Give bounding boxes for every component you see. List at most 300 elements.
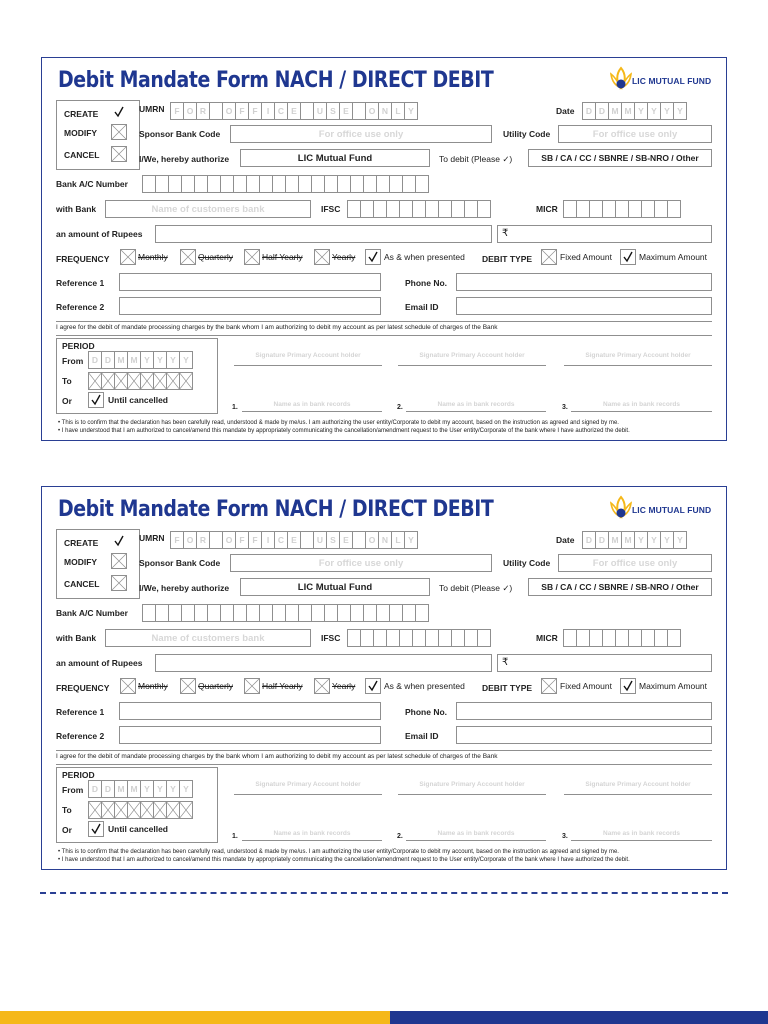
- frequency-as-when-presented[interactable]: [365, 678, 465, 694]
- input-cell[interactable]: O: [365, 102, 379, 120]
- input-cell[interactable]: [209, 102, 223, 120]
- input-cell[interactable]: Y: [179, 780, 193, 798]
- bank-name-field[interactable]: Name of customers bank: [105, 200, 311, 218]
- input-cell[interactable]: Y: [153, 351, 167, 369]
- input-cell[interactable]: C: [274, 102, 288, 120]
- input-cell[interactable]: [181, 604, 195, 622]
- input-cell[interactable]: D: [88, 351, 102, 369]
- input-cell-crossed[interactable]: [140, 801, 154, 819]
- frequency-monthly[interactable]: [120, 249, 168, 265]
- input-cell[interactable]: F: [248, 102, 262, 120]
- input-cell[interactable]: E: [287, 531, 301, 549]
- input-cell-crossed[interactable]: [140, 372, 154, 390]
- maximum-amount-label: Maximum Amount: [639, 681, 708, 691]
- input-cell[interactable]: L: [391, 102, 405, 120]
- input-cell[interactable]: [300, 102, 314, 120]
- input-cell[interactable]: [602, 629, 616, 647]
- input-cell[interactable]: [285, 604, 299, 622]
- input-cell[interactable]: E: [339, 531, 353, 549]
- input-cell[interactable]: R: [196, 102, 210, 120]
- debit-type-maximum[interactable]: [620, 678, 707, 694]
- frequency-yearly[interactable]: [314, 678, 355, 694]
- input-cell[interactable]: M: [621, 531, 635, 549]
- input-cell[interactable]: [363, 604, 377, 622]
- frequency-monthly[interactable]: [120, 678, 168, 694]
- cut-line: [40, 892, 728, 894]
- input-cell[interactable]: D: [101, 780, 115, 798]
- agreement-text: I agree for the debit of mandate processing charges by the bank whom I am authorizing to debit my account as per latest schedule of charges of the Bank: [56, 324, 498, 331]
- reference2-field[interactable]: [119, 297, 381, 315]
- input-cell[interactable]: [667, 629, 681, 647]
- until-cancelled-checkbox[interactable]: [88, 821, 104, 837]
- period-to-cells[interactable]: [88, 801, 193, 819]
- input-cell[interactable]: [399, 629, 413, 647]
- cancel-label: CANCEL: [64, 150, 100, 160]
- bank-ac-number-label: Bank A/C Number: [56, 179, 128, 189]
- input-cell[interactable]: M: [608, 531, 622, 549]
- date-cells[interactable]: [582, 102, 687, 120]
- signature-line-2[interactable]: [398, 781, 546, 795]
- micr-cells[interactable]: [563, 629, 681, 647]
- input-cell[interactable]: [194, 175, 208, 193]
- period-from-cells[interactable]: [88, 351, 193, 369]
- input-cell[interactable]: [589, 200, 603, 218]
- input-cell[interactable]: [246, 604, 260, 622]
- debit-type-label: DEBIT TYPE: [482, 254, 533, 264]
- modify-checkbox[interactable]: [111, 124, 127, 140]
- input-cell[interactable]: [360, 629, 374, 647]
- input-cell[interactable]: Y: [166, 780, 180, 798]
- input-cell[interactable]: [415, 604, 429, 622]
- frequency-quarterly[interactable]: [180, 249, 233, 265]
- frequency-quarterly-label: Quarterly: [198, 252, 233, 262]
- frequency-quarterly[interactable]: [180, 678, 233, 694]
- input-cell[interactable]: F: [170, 102, 184, 120]
- input-cell[interactable]: E: [339, 102, 353, 120]
- name-line-3[interactable]: [571, 401, 712, 412]
- from-label: From: [62, 785, 84, 795]
- date-label: Date: [556, 106, 575, 116]
- create-checkbox[interactable]: [111, 533, 127, 549]
- input-cell[interactable]: Y: [647, 531, 661, 549]
- signature-line-1[interactable]: [234, 781, 382, 795]
- bank-name-field[interactable]: Name of customers bank: [105, 629, 311, 647]
- input-cell[interactable]: [337, 604, 351, 622]
- input-cell[interactable]: [259, 604, 273, 622]
- declaration-2: • I have understood that I am authorized to cancel/amend this mandate by appropriately communicating the cancellation/amendment request to the User entity/Corporate of the bank where I have authorized the debit.: [58, 857, 630, 863]
- input-cell[interactable]: M: [114, 351, 128, 369]
- signatory-number-2: 2.: [397, 833, 403, 840]
- ifsc-cells[interactable]: [347, 629, 491, 647]
- frequency-yearly[interactable]: [314, 249, 355, 265]
- input-cell-crossed[interactable]: [88, 372, 102, 390]
- create-label: CREATE: [64, 538, 99, 548]
- date-label: Date: [556, 535, 575, 545]
- check-icon: [113, 535, 125, 547]
- or-label: Or: [62, 396, 72, 406]
- name-placeholder-3: Name as in bank records: [603, 830, 680, 837]
- input-cell[interactable]: S: [326, 102, 340, 120]
- input-cell[interactable]: I: [261, 531, 275, 549]
- input-cell[interactable]: L: [391, 531, 405, 549]
- period-to-cells[interactable]: [88, 372, 193, 390]
- input-cell[interactable]: O: [222, 102, 236, 120]
- input-cell[interactable]: U: [313, 531, 327, 549]
- modify-checkbox[interactable]: [111, 553, 127, 569]
- input-cell[interactable]: D: [582, 102, 596, 120]
- input-cell[interactable]: [194, 604, 208, 622]
- input-cell[interactable]: [285, 175, 299, 193]
- input-cell[interactable]: M: [608, 102, 622, 120]
- input-cell[interactable]: [233, 175, 247, 193]
- input-cell-crossed[interactable]: [179, 801, 193, 819]
- input-cell[interactable]: [615, 629, 629, 647]
- create-checkbox[interactable]: [111, 104, 127, 120]
- name-line-1[interactable]: [242, 830, 382, 841]
- reference2-label: Reference 2: [56, 731, 105, 741]
- input-cell[interactable]: [389, 175, 403, 193]
- input-cell[interactable]: [451, 629, 465, 647]
- cross-icon: [89, 372, 101, 390]
- sponsor-bank-code-field: For office use only: [230, 125, 492, 143]
- cross-box-icon: [121, 249, 135, 265]
- input-cell[interactable]: Y: [404, 531, 418, 549]
- ifsc-cells[interactable]: [347, 200, 491, 218]
- input-cell-crossed[interactable]: [166, 801, 180, 819]
- input-cell[interactable]: [373, 629, 387, 647]
- input-cell[interactable]: O: [183, 531, 197, 549]
- with-bank-label: with Bank: [56, 204, 97, 214]
- input-cell[interactable]: [272, 175, 286, 193]
- input-cell[interactable]: Y: [634, 102, 648, 120]
- reference2-field[interactable]: [119, 726, 381, 744]
- cross-box-icon: [112, 575, 126, 591]
- cancel-checkbox[interactable]: [111, 146, 127, 162]
- input-cell[interactable]: [563, 200, 577, 218]
- input-cell[interactable]: Y: [634, 531, 648, 549]
- until-cancelled-checkbox[interactable]: [88, 392, 104, 408]
- input-cell[interactable]: [415, 175, 429, 193]
- frequency-half-yearly[interactable]: [244, 249, 303, 265]
- input-cell[interactable]: Y: [179, 351, 193, 369]
- input-cell[interactable]: [311, 604, 325, 622]
- input-cell[interactable]: [641, 629, 655, 647]
- reference1-field[interactable]: [119, 702, 381, 720]
- input-cell[interactable]: [181, 175, 195, 193]
- input-cell[interactable]: [300, 531, 314, 549]
- reference1-label: Reference 1: [56, 707, 105, 717]
- input-cell-crossed[interactable]: [153, 372, 167, 390]
- input-cell[interactable]: C: [274, 531, 288, 549]
- input-cell-crossed[interactable]: [127, 372, 141, 390]
- micr-cells[interactable]: [563, 200, 681, 218]
- input-cell[interactable]: [360, 200, 374, 218]
- input-cell[interactable]: [324, 175, 338, 193]
- account-type-field[interactable]: SB / CA / CC / SBNRE / SB-NRO / Other: [528, 578, 712, 596]
- input-cell[interactable]: [347, 200, 361, 218]
- frequency-half-yearly-label: Half Yearly: [262, 681, 303, 691]
- signature-line-3[interactable]: [564, 352, 712, 366]
- cross-box-icon: [181, 678, 195, 694]
- input-cell[interactable]: M: [621, 102, 635, 120]
- input-cell[interactable]: S: [326, 531, 340, 549]
- input-cell[interactable]: N: [378, 531, 392, 549]
- fixed-amount-label: Fixed Amount: [560, 252, 612, 262]
- input-cell[interactable]: Y: [153, 780, 167, 798]
- input-cell[interactable]: [142, 175, 156, 193]
- input-cell[interactable]: E: [287, 102, 301, 120]
- signature-line-3[interactable]: [564, 781, 712, 795]
- input-cell[interactable]: [576, 629, 590, 647]
- date-cells[interactable]: [582, 531, 687, 549]
- input-cell[interactable]: O: [365, 531, 379, 549]
- reference1-field[interactable]: [119, 273, 381, 291]
- sponsor-bank-code-label: Sponsor Bank Code: [139, 129, 221, 139]
- email-field[interactable]: [456, 297, 712, 315]
- debit-mandate-form: [41, 486, 727, 870]
- input-cell[interactable]: [477, 629, 491, 647]
- input-cell[interactable]: Y: [166, 351, 180, 369]
- cross-icon: [102, 801, 114, 819]
- input-cell-crossed[interactable]: [88, 801, 102, 819]
- signature-line-2[interactable]: [398, 352, 546, 366]
- input-cell[interactable]: [628, 200, 642, 218]
- input-cell[interactable]: M: [127, 351, 141, 369]
- input-cell[interactable]: [272, 604, 286, 622]
- amount-words-field[interactable]: [155, 225, 492, 243]
- to-label: To: [62, 376, 72, 386]
- debit-type-maximum[interactable]: [620, 249, 707, 265]
- input-cell[interactable]: D: [101, 351, 115, 369]
- cross-icon: [180, 372, 192, 390]
- email-label: Email ID: [405, 731, 439, 741]
- input-cell[interactable]: Y: [140, 351, 154, 369]
- name-placeholder-2: Name as in bank records: [437, 830, 515, 837]
- rupee-icon: ₹: [502, 228, 509, 239]
- frequency-as-when-presented[interactable]: [365, 249, 465, 265]
- utility-code-field: For office use only: [558, 125, 712, 143]
- logo-text: LIC MUTUAL FUND: [632, 76, 712, 86]
- input-cell[interactable]: [350, 175, 364, 193]
- debit-type-fixed[interactable]: [541, 249, 612, 265]
- input-cell[interactable]: [576, 200, 590, 218]
- frequency-half-yearly[interactable]: [244, 678, 303, 694]
- input-cell[interactable]: [373, 200, 387, 218]
- name-line-2[interactable]: [406, 830, 546, 841]
- input-cell[interactable]: [654, 629, 668, 647]
- input-cell[interactable]: [386, 629, 400, 647]
- input-cell-crossed[interactable]: [179, 372, 193, 390]
- name-line-1[interactable]: [242, 401, 382, 412]
- input-cell[interactable]: [207, 604, 221, 622]
- input-cell[interactable]: [654, 200, 668, 218]
- input-cell-crossed[interactable]: [101, 801, 115, 819]
- input-cell[interactable]: [389, 604, 403, 622]
- input-cell[interactable]: [667, 200, 681, 218]
- input-cell[interactable]: [233, 604, 247, 622]
- bank-ac-number-cells[interactable]: [142, 175, 429, 193]
- amount-label: an amount of Rupees: [56, 229, 143, 239]
- name-line-3[interactable]: [571, 830, 712, 841]
- utility-code-field: For office use only: [558, 554, 712, 572]
- input-cell[interactable]: Y: [140, 780, 154, 798]
- input-cell[interactable]: [464, 200, 478, 218]
- input-cell[interactable]: N: [378, 102, 392, 120]
- input-cell[interactable]: [589, 629, 603, 647]
- input-cell[interactable]: [602, 200, 616, 218]
- input-cell[interactable]: [628, 629, 642, 647]
- divider: [56, 335, 712, 336]
- cross-icon: [102, 372, 114, 390]
- rupee-icon: ₹: [502, 657, 509, 668]
- input-cell[interactable]: Y: [660, 531, 674, 549]
- input-cell[interactable]: Y: [660, 102, 674, 120]
- authorize-company-field: LIC Mutual Fund: [240, 578, 430, 596]
- amount-words-field[interactable]: [155, 654, 492, 672]
- input-cell[interactable]: Y: [673, 531, 687, 549]
- bank-ac-number-cells[interactable]: [142, 604, 429, 622]
- debit-type-fixed[interactable]: [541, 678, 612, 694]
- input-cell[interactable]: [298, 175, 312, 193]
- input-cell[interactable]: [298, 604, 312, 622]
- name-placeholder-1: Name as in bank records: [273, 830, 351, 837]
- declaration-2: • I have understood that I am authorized to cancel/amend this mandate by appropriately communicating the cancellation/amendment request to the User entity/Corporate of the bank where I have authorized the debit.: [58, 428, 630, 434]
- input-cell[interactable]: [350, 604, 364, 622]
- input-cell[interactable]: R: [196, 531, 210, 549]
- signature-placeholder-2: Signature Primary Account holder: [419, 781, 525, 788]
- authorize-label: I/We, hereby authorize: [139, 154, 230, 164]
- input-cell[interactable]: [386, 200, 400, 218]
- input-cell[interactable]: [412, 200, 426, 218]
- phone-label: Phone No.: [405, 278, 448, 288]
- input-cell[interactable]: [451, 200, 465, 218]
- cross-icon: [115, 801, 127, 819]
- input-cell[interactable]: [168, 604, 182, 622]
- input-cell[interactable]: [438, 200, 452, 218]
- input-cell[interactable]: F: [248, 531, 262, 549]
- input-cell[interactable]: [464, 629, 478, 647]
- input-cell[interactable]: I: [261, 102, 275, 120]
- input-cell[interactable]: [155, 604, 169, 622]
- cross-box-icon: [542, 678, 556, 694]
- cross-box-icon: [315, 678, 329, 694]
- input-cell[interactable]: [324, 604, 338, 622]
- input-cell[interactable]: Y: [647, 102, 661, 120]
- input-cell[interactable]: U: [313, 102, 327, 120]
- utility-code-label: Utility Code: [503, 558, 551, 568]
- input-cell[interactable]: F: [170, 531, 184, 549]
- umrn-cells: [170, 531, 418, 549]
- input-cell[interactable]: [337, 175, 351, 193]
- name-line-2[interactable]: [406, 401, 546, 412]
- input-cell-crossed[interactable]: [166, 372, 180, 390]
- input-cell[interactable]: [311, 175, 325, 193]
- input-cell[interactable]: M: [114, 780, 128, 798]
- input-cell-crossed[interactable]: [153, 801, 167, 819]
- signature-line-1[interactable]: [234, 352, 382, 366]
- input-cell[interactable]: [168, 175, 182, 193]
- input-cell[interactable]: [209, 531, 223, 549]
- input-cell[interactable]: M: [127, 780, 141, 798]
- input-cell[interactable]: [220, 175, 234, 193]
- input-cell[interactable]: D: [88, 780, 102, 798]
- input-cell-crossed[interactable]: [127, 801, 141, 819]
- input-cell[interactable]: [207, 175, 221, 193]
- input-cell[interactable]: [425, 629, 439, 647]
- input-cell-crossed[interactable]: [101, 372, 115, 390]
- input-cell[interactable]: [352, 102, 366, 120]
- input-cell[interactable]: [259, 175, 273, 193]
- input-cell[interactable]: [376, 604, 390, 622]
- input-cell[interactable]: [363, 175, 377, 193]
- input-cell[interactable]: [220, 604, 234, 622]
- input-cell[interactable]: D: [582, 531, 596, 549]
- authorize-label: I/We, hereby authorize: [139, 583, 230, 593]
- input-cell[interactable]: [641, 200, 655, 218]
- input-cell[interactable]: [412, 629, 426, 647]
- account-type-field[interactable]: SB / CA / CC / SBNRE / SB-NRO / Other: [528, 149, 712, 167]
- input-cell[interactable]: [142, 604, 156, 622]
- input-cell[interactable]: [402, 604, 416, 622]
- frequency-half-yearly-label: Half Yearly: [262, 252, 303, 262]
- input-cell[interactable]: [399, 200, 413, 218]
- cancel-checkbox[interactable]: [111, 575, 127, 591]
- input-cell[interactable]: [155, 175, 169, 193]
- input-cell[interactable]: [402, 175, 416, 193]
- lic-mutual-fund-logo: [608, 493, 712, 525]
- input-cell[interactable]: D: [595, 531, 609, 549]
- amount-figures-field[interactable]: [497, 225, 712, 243]
- input-cell[interactable]: [425, 200, 439, 218]
- period-from-cells[interactable]: [88, 780, 193, 798]
- input-cell[interactable]: F: [235, 531, 249, 549]
- or-label: Or: [62, 825, 72, 835]
- input-cell[interactable]: [246, 175, 260, 193]
- cross-box-icon: [112, 124, 126, 140]
- input-cell[interactable]: [352, 531, 366, 549]
- amount-figures-field[interactable]: [497, 654, 712, 672]
- input-cell[interactable]: D: [595, 102, 609, 120]
- signature-placeholder-3: Signature Primary Account holder: [585, 352, 691, 359]
- until-cancelled-label: Until cancelled: [108, 395, 168, 405]
- input-cell[interactable]: Y: [404, 102, 418, 120]
- cross-icon: [154, 372, 166, 390]
- input-cell[interactable]: [615, 200, 629, 218]
- input-cell[interactable]: Y: [673, 102, 687, 120]
- input-cell[interactable]: O: [222, 531, 236, 549]
- ifsc-label: IFSC: [321, 633, 341, 643]
- input-cell[interactable]: [438, 629, 452, 647]
- frequency-monthly-label: Monthly: [138, 681, 168, 691]
- input-cell-crossed[interactable]: [114, 801, 128, 819]
- signature-placeholder-3: Signature Primary Account holder: [585, 781, 691, 788]
- signature-placeholder-2: Signature Primary Account holder: [419, 352, 525, 359]
- input-cell[interactable]: [376, 175, 390, 193]
- to-debit-label: To debit (Please ✓): [439, 154, 513, 164]
- cross-icon: [89, 801, 101, 819]
- input-cell[interactable]: [347, 629, 361, 647]
- input-cell[interactable]: F: [235, 102, 249, 120]
- debit-type-label: DEBIT TYPE: [482, 683, 533, 693]
- input-cell-crossed[interactable]: [114, 372, 128, 390]
- fixed-amount-label: Fixed Amount: [560, 681, 612, 691]
- input-cell[interactable]: [477, 200, 491, 218]
- phone-field[interactable]: [456, 702, 712, 720]
- input-cell[interactable]: O: [183, 102, 197, 120]
- email-field[interactable]: [456, 726, 712, 744]
- input-cell[interactable]: [563, 629, 577, 647]
- phone-field[interactable]: [456, 273, 712, 291]
